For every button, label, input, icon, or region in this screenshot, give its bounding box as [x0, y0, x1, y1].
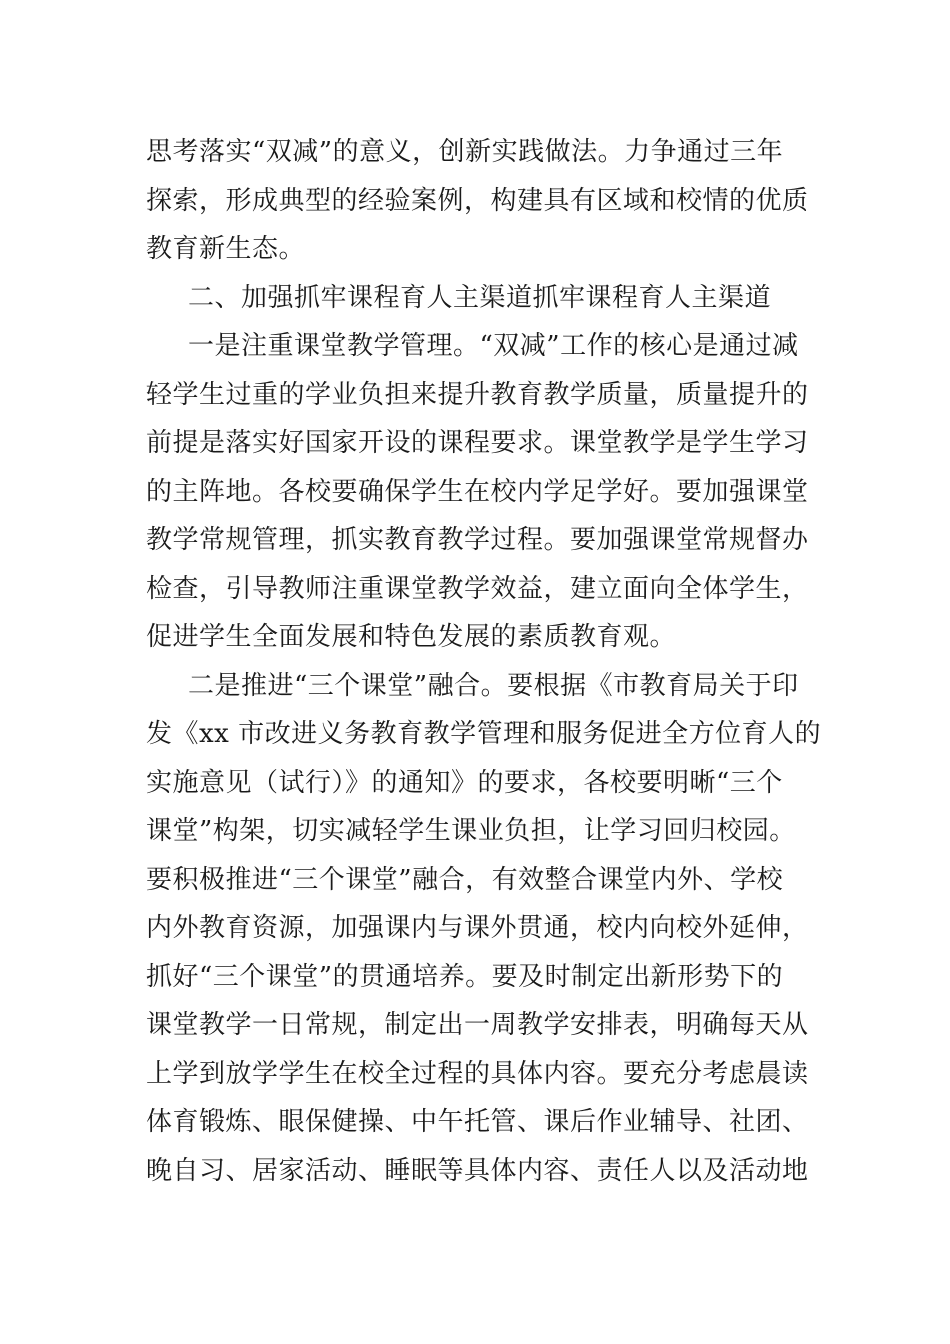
text-line: 教育新生态。 — [146, 234, 306, 264]
text-line: 促进学生全面发展和特色发展的素质教育观。 — [146, 622, 677, 652]
document-body — [146, 128, 822, 1195]
text-line: 课堂教学一日常规，制定出一周教学安排表，明确每天从 — [146, 1010, 809, 1040]
text-line: 体育锻炼、眼保健操、中午托管、课后作业辅导、社团、 — [146, 1107, 809, 1137]
text-line: 探索，形成典型的经验案例，构建具有区域和校情的优质 — [146, 185, 809, 216]
text-line: 轻学生过重的学业负担来提升教育教学质量，质量提升的 — [146, 379, 809, 410]
text-line: 检查，引导教师注重课堂教学效益，建立面向全体学生， — [146, 573, 809, 604]
text-line: 发《xx 市改进义务教育教学管理和服务促进全方位育人的 — [146, 719, 822, 749]
text-line: 抓好“三个课堂”的贯通培养。要及时制定出新形势下的 — [146, 961, 784, 992]
text-line: 的主阵地。各校要确保学生在校内学足学好。要加强课堂 — [146, 476, 809, 507]
paragraph-intro-continuation — [146, 128, 810, 274]
text-line: 课堂”构架，切实减轻学生课业负担，让学习回归校园。 — [146, 816, 796, 846]
section-heading — [146, 274, 810, 323]
text-line: 实施意见（试行）》的通知》的要求，各校要明晰“三个 — [146, 767, 783, 798]
text-line: 一是注重课堂教学管理。“双减”工作的核心是通过减 — [188, 331, 799, 361]
text-line: 二是推进“三个课堂”融合。要根据《市教育局关于印 — [188, 670, 799, 701]
text-line: 上学到放学学生在校全过程的具体内容。要充分考虑晨读 — [146, 1058, 809, 1089]
heading-line: 二、加强抓牢课程育人主渠道抓牢课程育人主渠道 — [188, 282, 772, 313]
text-line: 前提是落实好国家开设的课程要求。课堂教学是学生学习 — [146, 428, 809, 458]
text-line: 要积极推进“三个课堂”融合，有效整合课堂内外、学校 — [146, 864, 784, 895]
text-line: 思考落实“双减”的意义，创新实践做法。力争通过三年 — [146, 137, 784, 167]
text-line: 晚自习、居家活动、睡眠等具体内容、责任人以及活动地 — [146, 1155, 809, 1186]
text-line: 内外教育资源，加强课内与课外贯通，校内向校外延伸， — [146, 913, 809, 943]
paragraph-classroom-management — [146, 322, 810, 662]
text-line: 教学常规管理，抓实教育教学过程。要加强课堂常规督办 — [146, 525, 809, 555]
paragraph-three-classrooms — [146, 662, 822, 1196]
